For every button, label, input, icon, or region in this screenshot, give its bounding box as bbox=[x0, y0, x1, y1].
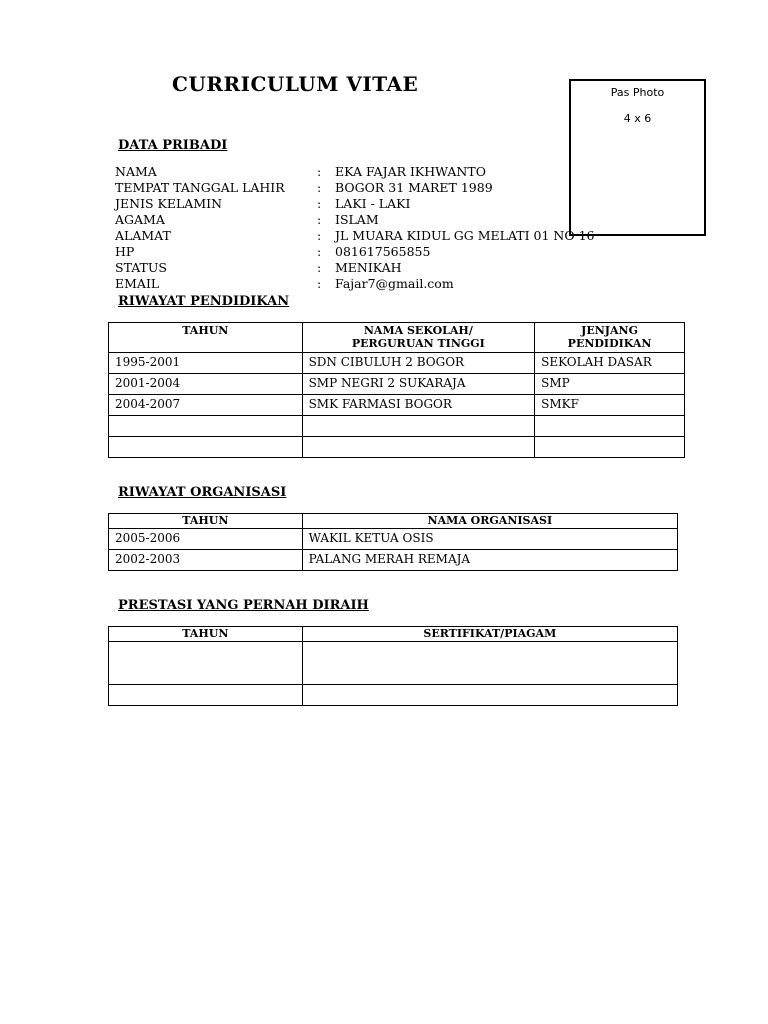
table-cell bbox=[109, 685, 303, 706]
personal-value: JL MUARA KIDUL GG MELATI 01 NO 16 bbox=[335, 228, 595, 243]
table-cell: SDN CIBULUH 2 BOGOR bbox=[302, 353, 535, 374]
photo-size: 4 x 6 bbox=[623, 112, 652, 125]
table-header-row bbox=[109, 514, 678, 529]
personal-separator: : bbox=[317, 180, 322, 195]
table-cell: SEKOLAH DASAR bbox=[535, 353, 685, 374]
personal-separator: : bbox=[317, 164, 322, 179]
personal-label: NAMA bbox=[115, 164, 157, 179]
table-cell bbox=[109, 416, 303, 437]
table-row bbox=[109, 685, 678, 706]
personal-value: ISLAM bbox=[335, 212, 379, 227]
personal-separator: : bbox=[317, 212, 322, 227]
page-title: CURRICULUM VITAE bbox=[172, 72, 419, 96]
table-cell: 2005-2006 bbox=[109, 529, 303, 550]
table-cell: 2002-2003 bbox=[109, 550, 303, 571]
personal-row bbox=[115, 228, 595, 244]
table-row bbox=[109, 529, 678, 550]
table-cell: SMP NEGRI 2 SUKARAJA bbox=[302, 374, 535, 395]
table-row bbox=[109, 353, 685, 374]
table-cell: 2004-2007 bbox=[109, 395, 303, 416]
personal-row bbox=[115, 244, 595, 260]
table-cell bbox=[535, 437, 685, 458]
personal-row bbox=[115, 180, 595, 196]
personal-value: 081617565855 bbox=[335, 244, 431, 259]
organization-heading: RIWAYAT ORGANISASI bbox=[118, 485, 287, 500]
photo-label: Pas Photo bbox=[610, 86, 665, 99]
personal-value: MENIKAH bbox=[335, 260, 402, 275]
table-row bbox=[109, 437, 685, 458]
column-header-certificate: SERTIFIKAT/PIAGAM bbox=[302, 627, 677, 642]
table-cell bbox=[109, 437, 303, 458]
table-row bbox=[109, 374, 685, 395]
column-header-organization: NAMA ORGANISASI bbox=[302, 514, 677, 529]
table-row bbox=[109, 416, 685, 437]
personal-row bbox=[115, 164, 595, 180]
personal-separator: : bbox=[317, 260, 322, 275]
table-row bbox=[109, 395, 685, 416]
table-cell bbox=[302, 416, 535, 437]
table-header-row bbox=[109, 627, 678, 642]
achievements-heading: PRESTASI YANG PERNAH DIRAIH bbox=[118, 598, 369, 613]
organization-table bbox=[108, 513, 678, 571]
personal-value: Fajar7@gmail.com bbox=[335, 276, 454, 291]
personal-row bbox=[115, 276, 595, 292]
personal-row bbox=[115, 196, 595, 212]
personal-label: ALAMAT bbox=[115, 228, 171, 243]
personal-separator: : bbox=[317, 196, 322, 211]
table-cell bbox=[535, 416, 685, 437]
column-header-year: TAHUN bbox=[109, 627, 303, 642]
personal-value: LAKI - LAKI bbox=[335, 196, 411, 211]
column-header-school: NAMA SEKOLAH/ PERGURUAN TINGGI bbox=[302, 323, 535, 353]
education-heading: RIWAYAT PENDIDIKAN bbox=[118, 294, 290, 309]
personal-data-table bbox=[115, 164, 595, 292]
personal-label: EMAIL bbox=[115, 276, 160, 291]
table-cell: SMK FARMASI BOGOR bbox=[302, 395, 535, 416]
personal-value: EKA FAJAR IKHWANTO bbox=[335, 164, 486, 179]
table-cell bbox=[302, 685, 677, 706]
personal-row bbox=[115, 260, 595, 276]
personal-label: STATUS bbox=[115, 260, 167, 275]
table-cell: PALANG MERAH REMAJA bbox=[302, 550, 677, 571]
table-row bbox=[109, 550, 678, 571]
table-cell: SMP bbox=[535, 374, 685, 395]
table-row bbox=[109, 642, 678, 685]
education-table bbox=[108, 322, 685, 458]
table-cell: SMKF bbox=[535, 395, 685, 416]
table-cell bbox=[109, 642, 303, 685]
table-cell bbox=[302, 437, 535, 458]
personal-label: HP bbox=[115, 244, 135, 259]
table-cell bbox=[302, 642, 677, 685]
personal-row bbox=[115, 212, 595, 228]
achievements-table bbox=[108, 626, 678, 706]
column-header-year: TAHUN bbox=[109, 514, 303, 529]
column-header-year: TAHUN bbox=[109, 323, 303, 353]
table-cell: WAKIL KETUA OSIS bbox=[302, 529, 677, 550]
table-header-row bbox=[109, 323, 685, 353]
personal-separator: : bbox=[317, 228, 322, 243]
personal-label: AGAMA bbox=[115, 212, 165, 227]
table-cell: 2001-2004 bbox=[109, 374, 303, 395]
personal-label: TEMPAT TANGGAL LAHIR bbox=[115, 180, 285, 195]
table-cell: 1995-2001 bbox=[109, 353, 303, 374]
personal-value: BOGOR 31 MARET 1989 bbox=[335, 180, 493, 195]
personal-separator: : bbox=[317, 244, 322, 259]
personal-heading: DATA PRIBADI bbox=[118, 138, 228, 153]
personal-separator: : bbox=[317, 276, 322, 291]
column-header-level: JENJANG PENDIDIKAN bbox=[535, 323, 685, 353]
personal-label: JENIS KELAMIN bbox=[115, 196, 223, 211]
